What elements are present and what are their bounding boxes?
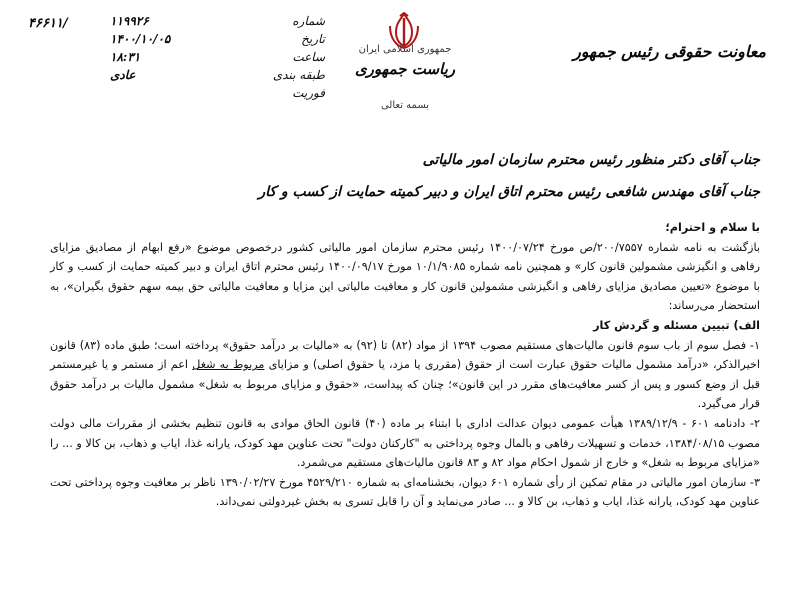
paragraph-1-part-b: اعم از مستمر و یا غیرمستمر قبل از وضع کسور و پس از کسر معافیت‌های مقرر در این قانون»؛ چنان که پیداست، «حقوق و مزایای مربوط به شغل» مشمول مالیات بر درآمد حقوق قرار می‌گیرد.: [50, 358, 760, 411]
meta-row-urgency: [110, 84, 325, 102]
meta-value: ۱۱۹۹۲۶: [110, 14, 149, 28]
addressee-name: جناب آقای دکتر منظور: [627, 152, 760, 168]
paragraph-1: [50, 336, 760, 414]
basmeh: بسمه تعالی: [380, 100, 430, 111]
government-line: جمهوری اسلامی ایران: [358, 44, 452, 55]
addressee-name: جناب آقای مهندس شافعی: [605, 184, 760, 200]
section-heading: الف) تبیین مسئله و گردش کار: [593, 318, 760, 332]
addressee-title: رئیس محترم اتاق ایران و دبیر کمیته حمایت از کسب و کار: [258, 184, 601, 200]
meta-row-classification: [110, 66, 325, 84]
greeting: با سلام و احترام؛: [665, 221, 760, 234]
letter-meta: [110, 12, 325, 102]
meta-row-date: [110, 30, 325, 48]
addressee-2: [232, 184, 760, 200]
letter-body: [50, 218, 760, 512]
issuing-office: معاونت حقوقی رئیس جمهور: [573, 42, 766, 61]
meta-row-number: [110, 12, 325, 30]
reference-number: ۴۶۶۱۱/: [28, 16, 68, 31]
paragraph-3: ۳- سازمان امور مالیاتی در مقام تمکین از رأی شماره ۶۰۱ دیوان، بخشنامه‌ای به شماره ۴۵۲۹/۲۱۰ مورخ ۱۳۹۰/۰۲/۲۷ ناظر بر معافیت وجوه پرداختی تحت عناوین مهد کودک، یارانه غذا، ایاب و ذهاب، بن کالا و ... صادر می‌نماید و آن را قابل تسری به بخش غیردولتی نمی‌داند.: [50, 475, 760, 509]
paragraph-2: ۲- دادنامه ۶۰۱ - ۱۳۸۹/۱۲/۹ هیأت عمومی دیوان عدالت اداری با ابتناء بر ماده (۴۰) قانون الحاق موادی به قانون تنظیم بخشی از مقررات مالی دولت مصوب ۱۳۸۴/۰۸/۱۵، خدمات و تسهیلات رفاهی و بالمال وجوه پرداختی به "کارکنان دولت" تحت عناوین مهد کودک، یارانه غذا، ایاب و ذهاب، بن کالا و ... را «مزایای مربوط به شغل» و خارج از شمول احکام مواد ۸۲ و ۸۳ قانون مالیات‌های مستقیم می‌شمرد.: [50, 416, 760, 470]
addressee-title: رئیس محترم سازمان امور مالیاتی: [422, 152, 623, 168]
meta-label: شماره: [292, 14, 325, 28]
meta-value: ۱۴۰۰/۱۰/۰۵: [110, 32, 171, 46]
meta-row-time: [110, 48, 325, 66]
meta-label: تاریخ: [301, 32, 325, 46]
meta-label: ساعت: [292, 50, 325, 64]
underlined-phrase: مربوط به شغل: [192, 358, 265, 372]
meta-label: فوریت: [292, 86, 325, 100]
paragraph-1-part-a: ۱- فصل سوم از باب سوم قانون مالیات‌های مستقیم مصوب ۱۳۹۴ از مواد (۸۲) تا (۹۲) به «مالیات بر درآمد حقوق» پرداخته است؛ طبق ماده (۸۳) قانون اخیرالذکر، «درآمد مشمول مالیات حقوق عبارت است از حقوق (مقرری یا مزد، یا حقوق اصلی) و مزایای: [50, 338, 761, 372]
addressee-1: [397, 152, 760, 168]
meta-value: عادی: [110, 68, 136, 82]
meta-value: ۱۸:۳۱: [110, 50, 141, 64]
meta-label: طبقه بندی: [272, 68, 325, 82]
intro-paragraph: بازگشت به نامه شماره ۲۰۰/۷۵۵۷/ص مورخ ۱۴۰۰/۰۷/۲۴ رئیس محترم سازمان امور مالیاتی کشور درخصوص موضوع «رفع ابهام از مصادیق مزایای رفاهی و انگیزشی مشمولین قانون کار» و همچنین نامه شماره ۱۰/۱/۹۰۸۵ مورخ ۱۴۰۰/۰۹/۱۷ رئیس محترم اتاق ایران و دبیر کمیته حمایت از کسب و کار با موضوع «تعیین مصادیق مزایای رفاهی و انگیزشی مشمولین قانون کار و معافیت مالیاتی این مزایا و معافیت مالیاتی حق بیمه سهم حقوق بگیران»، به استحضار می‌رساند:: [50, 240, 760, 313]
presidency-title: ریاست جمهوری: [354, 60, 456, 78]
